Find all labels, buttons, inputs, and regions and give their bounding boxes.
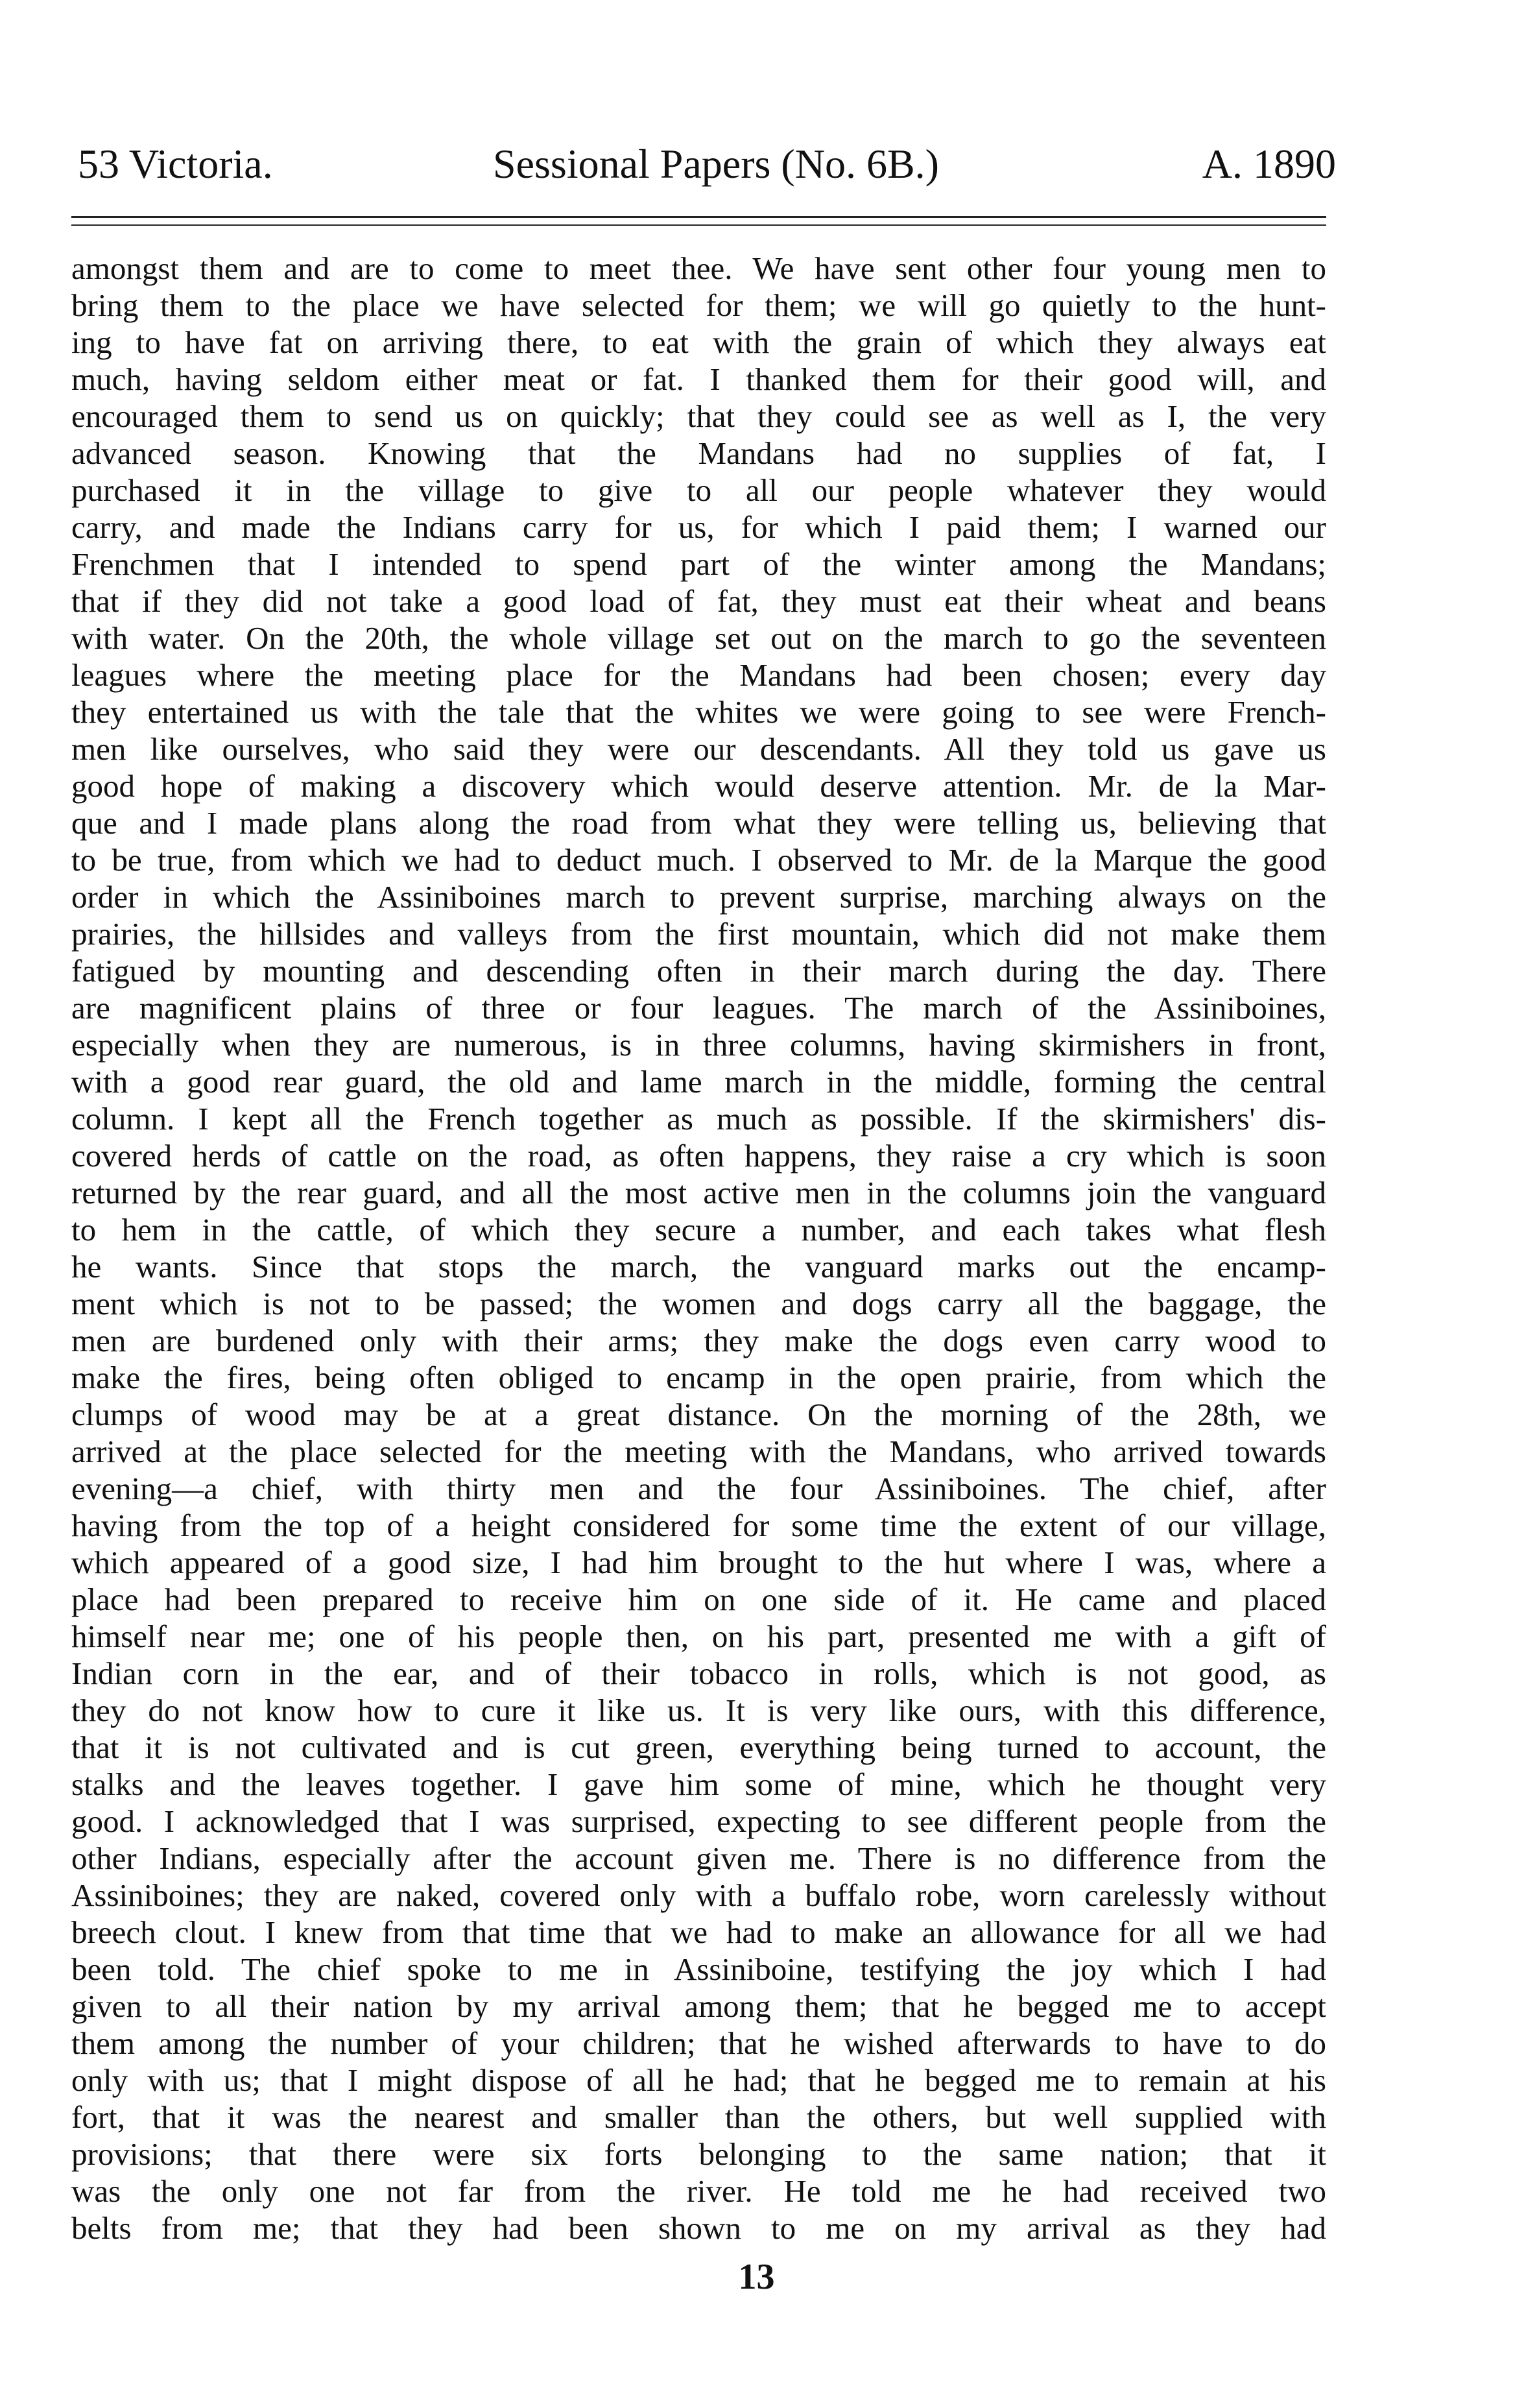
text-line: much, having seldom either meat or fat. I thanked them for their good will, and: [71, 361, 1326, 397]
text-line: bring them to the place we have selected for them; we will go quietly to the hunt-: [71, 287, 1326, 323]
text-line: make the fires, being often obliged to encamp in the open prairie, from which the: [71, 1360, 1326, 1395]
text-line: them among the number of your children; that he wished afterwards to have to do: [71, 2025, 1326, 2061]
text-line: place had been prepared to receive him on one side of it. He came and placed: [71, 1582, 1326, 1617]
text-line: leagues where the meeting place for the Mandans had been chosen; every day: [71, 657, 1326, 693]
text-line: to be true, from which we had to deduct much. I observed to Mr. de la Marque the good: [71, 842, 1326, 878]
text-line: encouraged them to send us on quickly; that they could see as well as I, the very: [71, 398, 1326, 434]
text-line: himself near me; one of his people then, on his part, presented me with a gift of: [71, 1619, 1326, 1654]
text-line: [71, 2246, 1326, 2248]
text-line: with water. On the 20th, the whole village set out on the march to go the seventeen: [71, 620, 1326, 656]
text-line: he wants. Since that stops the march, the vanguard marks out the encamp-: [71, 1249, 1326, 1284]
page-number: 13: [738, 2257, 775, 2297]
header-volume: 53 Victoria.: [78, 141, 273, 187]
text-line: column. I kept all the French together as much as possible. If the skirmishers' dis-: [71, 1101, 1326, 1137]
text-line: are magnificent plains of three or four leagues. The march of the Assiniboines,: [71, 990, 1326, 1026]
header-series-title: Sessional Papers (No. 6B.): [493, 141, 939, 187]
text-line: prairies, the hillsides and valleys from the first mountain, which did not make them: [71, 916, 1326, 952]
text-line: especially when they are numerous, is in three columns, having skirmishers in front,: [71, 1027, 1326, 1063]
text-line: Indian corn in the ear, and of their tobacco in rolls, which is not good, as: [71, 1655, 1326, 1691]
text-line: men like ourselves, who said they were our descendants. All they told us gave us: [71, 731, 1326, 767]
text-line: carry, and made the Indians carry for us, for which I paid them; I warned our: [71, 509, 1326, 545]
text-line: that it is not cultivated and is cut green, everything being turned to account, the: [71, 1729, 1326, 1765]
text-line: purchased it in the village to give to all our people whatever they would: [71, 472, 1326, 508]
text-line: was the only one not far from the river. He told me he had received two: [71, 2173, 1326, 2209]
text-line: having from the top of a height considered for some time the extent of our village,: [71, 1508, 1326, 1543]
text-line: with a good rear guard, the old and lame march in the middle, forming the central: [71, 1064, 1326, 1100]
text-line: arrived at the place selected for the meeting with the Mandans, who arrived towards: [71, 1434, 1326, 1469]
text-line: they do not know how to cure it like us. It is very like ours, with this difference,: [71, 1692, 1326, 1728]
text-line: to hem in the cattle, of which they secure a number, and each takes what flesh: [71, 1212, 1326, 1247]
header-rule-thick: [71, 216, 1326, 218]
text-line: advanced season. Knowing that the Mandans had no supplies of fat, I: [71, 435, 1326, 471]
header-rule-thin: [71, 224, 1326, 226]
text-line: evening—a chief, with thirty men and the four Assiniboines. The chief, after: [71, 1471, 1326, 1506]
running-header: [78, 135, 1336, 193]
text-line: stalks and the leaves together. I gave him some of mine, which he thought very: [71, 1766, 1326, 1802]
text-line: clumps of wood may be at a great distance. On the morning of the 28th, we: [71, 1397, 1326, 1432]
text-line: ing to have fat on arriving there, to eat with the grain of which they always eat: [71, 324, 1326, 360]
text-line: they entertained us with the tale that the whites we were going to see were French-: [71, 694, 1326, 730]
text-line: fort, that it was the nearest and smaller than the others, but well supplied with: [71, 2099, 1326, 2135]
text-line: been told. The chief spoke to me in Assiniboine, testifying the joy which I had: [71, 1951, 1326, 1987]
text-line: other Indians, especially after the account given me. There is no difference from the: [71, 1840, 1326, 1876]
text-line: covered herds of cattle on the road, as often happens, they raise a cry which is soon: [71, 1138, 1326, 1174]
text-line: Assiniboines; they are naked, covered only with a buffalo robe, worn carelessly without: [71, 1877, 1326, 1913]
text-line: which appeared of a good size, I had him brought to the hut where I was, where a: [71, 1545, 1326, 1580]
text-line: breech clout. I knew from that time that we had to make an allowance for all we had: [71, 1914, 1326, 1950]
text-line: ment which is not to be passed; the women and dogs carry all the baggage, the: [71, 1286, 1326, 1321]
text-line: Frenchmen that I intended to spend part of the winter among the Mandans;: [71, 546, 1326, 582]
text-line: given to all their nation by my arrival among them; that he begged me to accept: [71, 1988, 1326, 2024]
text-line: men are burdened only with their arms; they make the dogs even carry wood to: [71, 1323, 1326, 1358]
text-line: good. I acknowledged that I was surprised, expecting to see different people from the: [71, 1803, 1326, 1839]
text-line: belts from me; that they had been shown to me on my arrival as they had: [71, 2210, 1326, 2246]
text-line: only with us; that I might dispose of all he had; that he begged me to remain at his: [71, 2062, 1326, 2098]
text-line: amongst them and are to come to meet thee. We have sent other four young men to: [71, 250, 1326, 286]
body-text: [71, 250, 1326, 2248]
text-line: returned by the rear guard, and all the most active men in the columns join the vanguard: [71, 1175, 1326, 1210]
text-line: que and I made plans along the road from what they were telling us, believing that: [71, 805, 1326, 841]
text-line: good hope of making a discovery which would deserve attention. Mr. de la Mar-: [71, 768, 1326, 804]
text-line: order in which the Assiniboines march to prevent surprise, marching always on the: [71, 879, 1326, 915]
text-line: provisions; that there were six forts belonging to the same nation; that it: [71, 2136, 1326, 2172]
text-line: fatigued by mounting and descending often in their march during the day. There: [71, 953, 1326, 989]
text-line: that if they did not take a good load of fat, they must eat their wheat and beans: [71, 583, 1326, 619]
header-year: A. 1890: [1202, 141, 1336, 187]
